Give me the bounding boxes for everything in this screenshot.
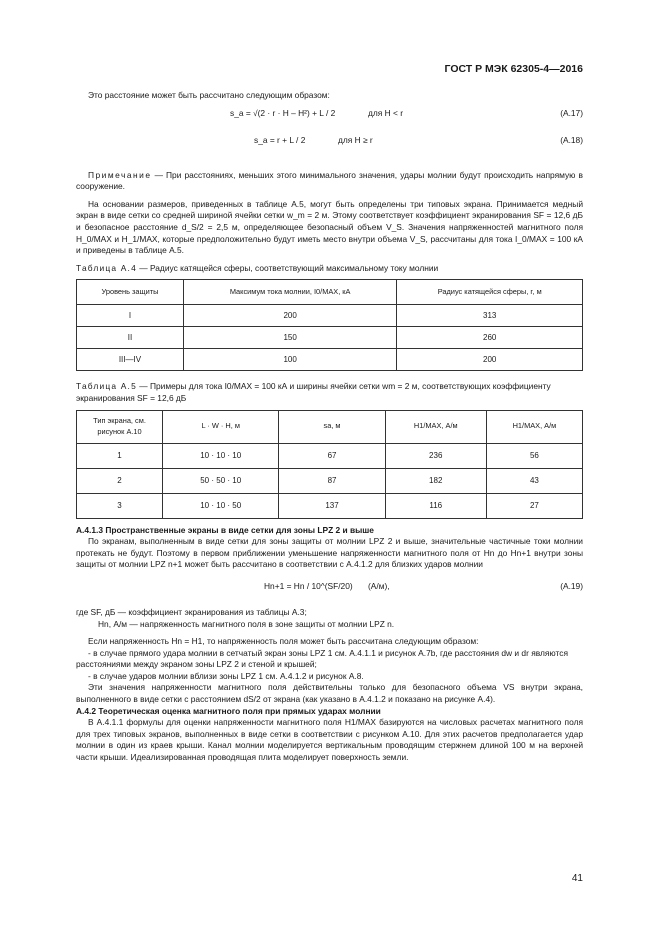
table-cell: I — [77, 305, 184, 327]
table-row — [77, 468, 583, 493]
table-cell: 10 · 10 · 50 — [163, 493, 279, 518]
column-header: Радиус катящейся сферы, r, м — [397, 280, 583, 305]
formula-a18 — [76, 129, 583, 156]
table-cell: 200 — [183, 305, 396, 327]
table-cell: 313 — [397, 305, 583, 327]
table-row — [77, 493, 583, 518]
note — [76, 170, 583, 193]
table-cell: 116 — [385, 493, 486, 518]
table-cell: 87 — [279, 468, 385, 493]
paragraph-field: Если напряженность Hn = H1, то напряженность поля может быть рассчитана следующим образом: — [88, 636, 479, 647]
note-text: — При расстояниях, меньших этого минимального значения, удары молнии будут происходить напрямую в сооружение. — [76, 169, 583, 192]
column-header: Максимум тока молнии, I0/MAX, кА — [183, 280, 396, 305]
table-cell: 27 — [486, 493, 582, 518]
table-cell: 56 — [486, 443, 582, 468]
table-cell: 1 — [77, 443, 163, 468]
table-label: Таблица А.4 — [76, 262, 137, 273]
table-cell: 200 — [397, 349, 583, 371]
formula-expr: s_a = √(2 · r · H – H²) + L / 2 — [230, 107, 336, 118]
table-cell: 260 — [397, 327, 583, 349]
formula-condition: для H ≥ r — [338, 134, 373, 145]
formula-a17 — [76, 102, 583, 129]
table-cell: 100 — [183, 349, 396, 371]
section-heading: А.4.1.3 Пространственные экраны в виде сетки для зоны LPZ 2 и выше — [76, 524, 374, 535]
table-a4-caption — [76, 263, 583, 275]
section-text: По экранам, выполненным в виде сетки для зоны защиты от молнии LPZ 2 и выше, значительные частичные токи молнии протекать не будут. Поэтому в первом приближении уменьшение напряженности магнитного поля от Hn до Hn+1 внутри зоны защиты от молнии LPZ n+1 может быть рассчитано в соответствии с А.4.1.2 для близких ударов молнии — [76, 536, 583, 570]
table-row — [77, 327, 583, 349]
paragraph-validity: Эти значения напряженности магнитного поля действительны только для безопасного объема VS внутри экрана, выполненного в виде сетки с расстоянием dS/2 от экрана (как указано в А.4.1.2 и показано на рисунке А.4). — [76, 682, 583, 705]
section-text: В А.4.1.1 формулы для оценки напряженности магнитного поля H1/MAX базируются на числовых расчетах магнитного поля для трех типовых экранов, выполненных в виде сетки в соответствии с рисунком А.10. Для этих расчетов предполагается удар молнии в один из краев крыши. Канал молнии моделируется вертикальным проводящим стержнем длиной 100 м на верхней части крыши. Идеализированная проводящая плита моделирует поверхность земли. — [76, 717, 583, 763]
column-header: H1/MAX, А/м — [385, 410, 486, 443]
table-row — [77, 349, 583, 371]
table-title: — Примеры для тока I0/MAX = 100 кА и ширины ячейки сетки wm = 2 м, соответствующих коэффициенту экранирования SF = 12,6 дБ — [76, 381, 551, 403]
column-header: Уровень защиты — [77, 280, 184, 305]
formula-number: (А.18) — [560, 134, 583, 145]
column-header: Тип экрана, см. рисунок А.10 — [77, 410, 163, 443]
formula-a19 — [76, 571, 583, 601]
page-content — [76, 90, 583, 764]
where-line: Hn, А/м — напряженность магнитного поля в зоне защиты от молнии LPZ n. — [98, 618, 395, 629]
table-cell: II — [77, 327, 184, 349]
paragraph-screens: На основании размеров, приведенных в таблице А.5, могут быть определены три типовых экрана. Принимается медный экран в виде сетки со средней шириной ячейки сетки w_m = 2 м. Этому соответствует коэффициент экранирования SF = 12,6 дБ и безопасное расстояние d_S/2 = 2,5 м, определяющее безопасный объем V_S. Значения напряженностей магнитного поля H_0/MAX и H_1/MAX, которые предположительно будут иметь место внутри объема V_S, рассчитаны для тока I_0/MAX = 100 кА и приведены в таблице А.5. — [76, 198, 583, 256]
table-cell: 2 — [77, 468, 163, 493]
table-label: Таблица А.5 — [76, 381, 137, 392]
intro-text: Это расстояние может быть рассчитано следующим образом: — [88, 90, 330, 100]
formula-unit: (А/м), — [368, 580, 390, 591]
formula-expr: s_a = r + L / 2 — [254, 134, 306, 145]
table-a4 — [76, 279, 583, 371]
table-cell: 43 — [486, 468, 582, 493]
note-label: Примечание — [88, 169, 152, 180]
table-title: — Радиус катящейся сферы, соответствующий максимальному току молнии — [136, 262, 439, 273]
section-heading: А.4.2 Теоретическая оценка магнитного поля при прямых ударах молнии — [76, 705, 381, 716]
table-row — [77, 443, 583, 468]
list-item: - в случае ударов молнии вблизи зоны LPZ 1 см. А.4.1.2 и рисунок А.8. — [88, 670, 364, 681]
table-header-row — [77, 280, 583, 305]
formula-expr: Hn+1 = Hn / 10^(SF/20) — [264, 580, 353, 591]
column-header: L · W · H, м — [163, 410, 279, 443]
table-a5-caption — [76, 381, 583, 404]
where-line: где SF, дБ — коэффициент экранирования из таблицы А.3; — [76, 606, 307, 617]
table-cell: 67 — [279, 443, 385, 468]
table-a5 — [76, 410, 583, 519]
formula-number: (А.19) — [560, 580, 583, 591]
list-item: - в случае прямого удара молнии в сетчатый экран зоны LPZ 1 см. А.4.1.1 и рисунок А.7b, где расстояния dw и dr являются расстояниями между экраном зоны LPZ 2 и стеной и крышей; — [76, 647, 568, 670]
standard-number: ГОСТ Р МЭК 62305-4—2016 — [444, 63, 583, 75]
column-header: sa, м — [279, 410, 385, 443]
page-number: 41 — [571, 873, 583, 884]
table-cell: 182 — [385, 468, 486, 493]
table-row — [77, 305, 583, 327]
table-cell: 10 · 10 · 10 — [163, 443, 279, 468]
column-header: H1/MAX, А/м — [486, 410, 582, 443]
table-cell: 50 · 50 · 10 — [163, 468, 279, 493]
formula-number: (А.17) — [560, 107, 583, 118]
table-header-row — [77, 410, 583, 443]
table-cell: 137 — [279, 493, 385, 518]
table-cell: 3 — [77, 493, 163, 518]
table-cell: III—IV — [77, 349, 184, 371]
table-cell: 150 — [183, 327, 396, 349]
formula-condition: для H < r — [368, 107, 404, 118]
table-cell: 236 — [385, 443, 486, 468]
